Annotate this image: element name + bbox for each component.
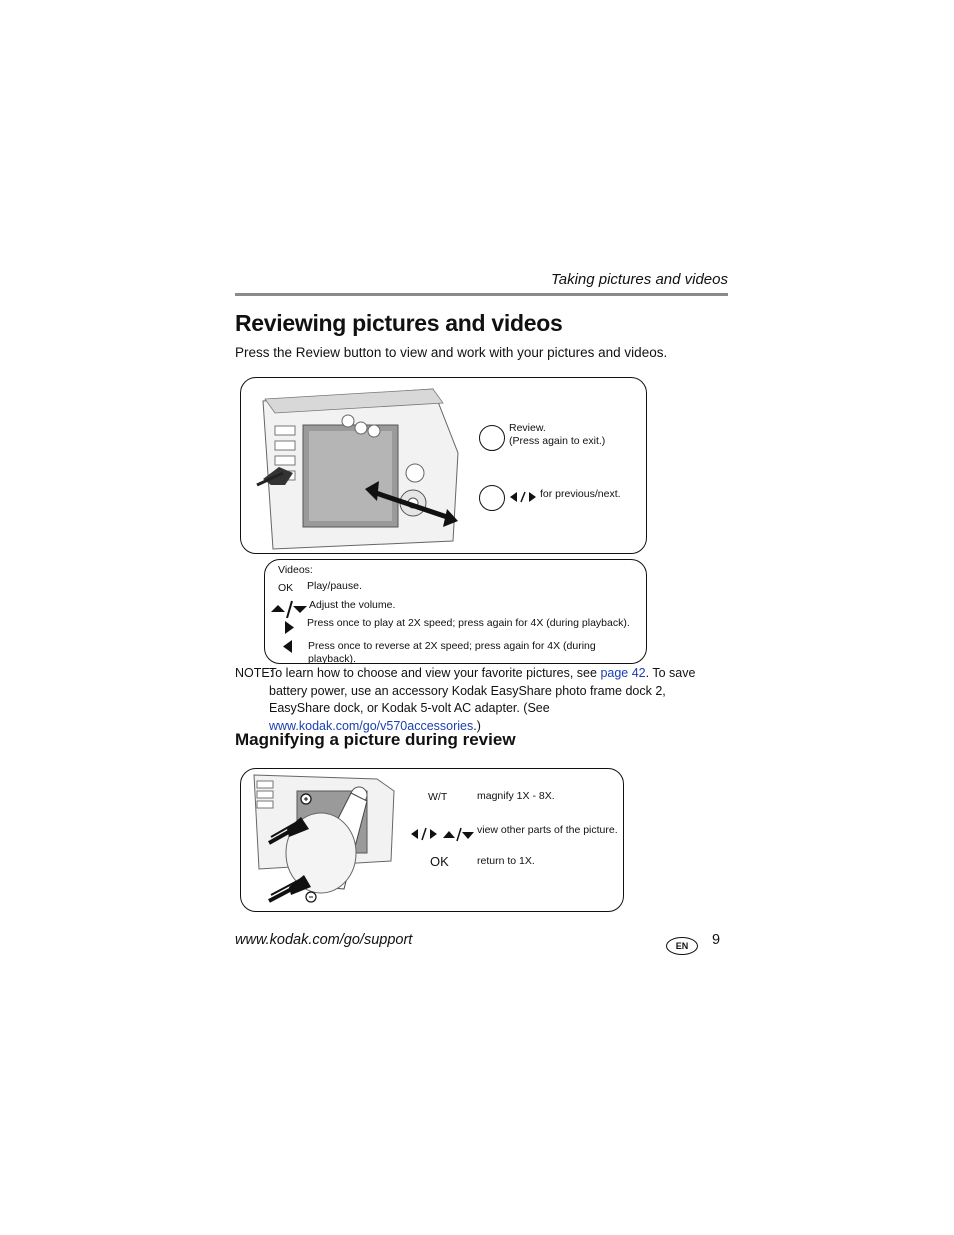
review-button-icon (479, 425, 505, 451)
intro-text: Press the Review button to view and work with your pictures and videos. (235, 345, 668, 360)
camera-zoom-illustration (249, 771, 409, 909)
camera-back-illustration (253, 381, 468, 551)
play-pause-text: Play/pause. (307, 580, 362, 592)
review-diagram (240, 377, 647, 554)
left-arrow-icon (283, 640, 292, 653)
note-label: NOTE: (235, 666, 274, 680)
left-right-arrows-icon (510, 490, 536, 504)
note-text-part3: .) (473, 718, 481, 733)
running-header: Taking pictures and videos (550, 271, 728, 288)
note-text (269, 665, 729, 735)
prevnext-label: for previous/next. (540, 488, 621, 500)
up-down-arrows-icon (271, 600, 307, 618)
magnify-diagram (240, 768, 624, 912)
header-rule (235, 293, 728, 296)
footer-support-url[interactable]: www.kodak.com/go/support (235, 932, 413, 948)
forward-text: Press once to play at 2X speed; press again for 4X (during playback). (307, 617, 630, 629)
language-badge: EN (666, 937, 698, 955)
ok-key-label-magnify: OK (430, 854, 449, 869)
four-way-arrows-icon (411, 826, 475, 842)
right-arrow-icon (285, 621, 294, 634)
controller-button-icon (479, 485, 505, 511)
review-sub-label: (Press again to exit.) (509, 435, 606, 447)
wt-key-label: W/T (428, 791, 448, 803)
ok-text-magnify: return to 1X. (477, 855, 535, 867)
note-text-part2: . To save battery power, use an accessory Kodak EasyShare photo frame dock 2, EasyShare dock, or Kodak 5-volt AC adapter. (See (269, 666, 696, 715)
note-text-part1: To learn how to choose and view your favorite pictures, see (269, 666, 601, 680)
volume-text: Adjust the volume. (309, 599, 396, 611)
review-label: Review. (509, 422, 546, 434)
page-title: Reviewing pictures and videos (235, 310, 563, 336)
page-42-link[interactable]: page 42 (600, 666, 646, 680)
accessories-link[interactable]: www.kodak.com/go/v570accessories (269, 718, 474, 733)
page-number: 9 (712, 932, 721, 948)
reverse-text: Press once to reverse at 2X speed; press again for 4X (during playback). (308, 640, 596, 665)
videos-heading: Videos: (278, 564, 313, 576)
arrows-text: view other parts of the picture. (477, 824, 618, 836)
wt-text: magnify 1X - 8X. (477, 790, 555, 802)
ok-key-label: OK (278, 582, 294, 594)
videos-info-box (264, 559, 647, 664)
section-heading-magnify: Magnifying a picture during review (235, 730, 516, 749)
